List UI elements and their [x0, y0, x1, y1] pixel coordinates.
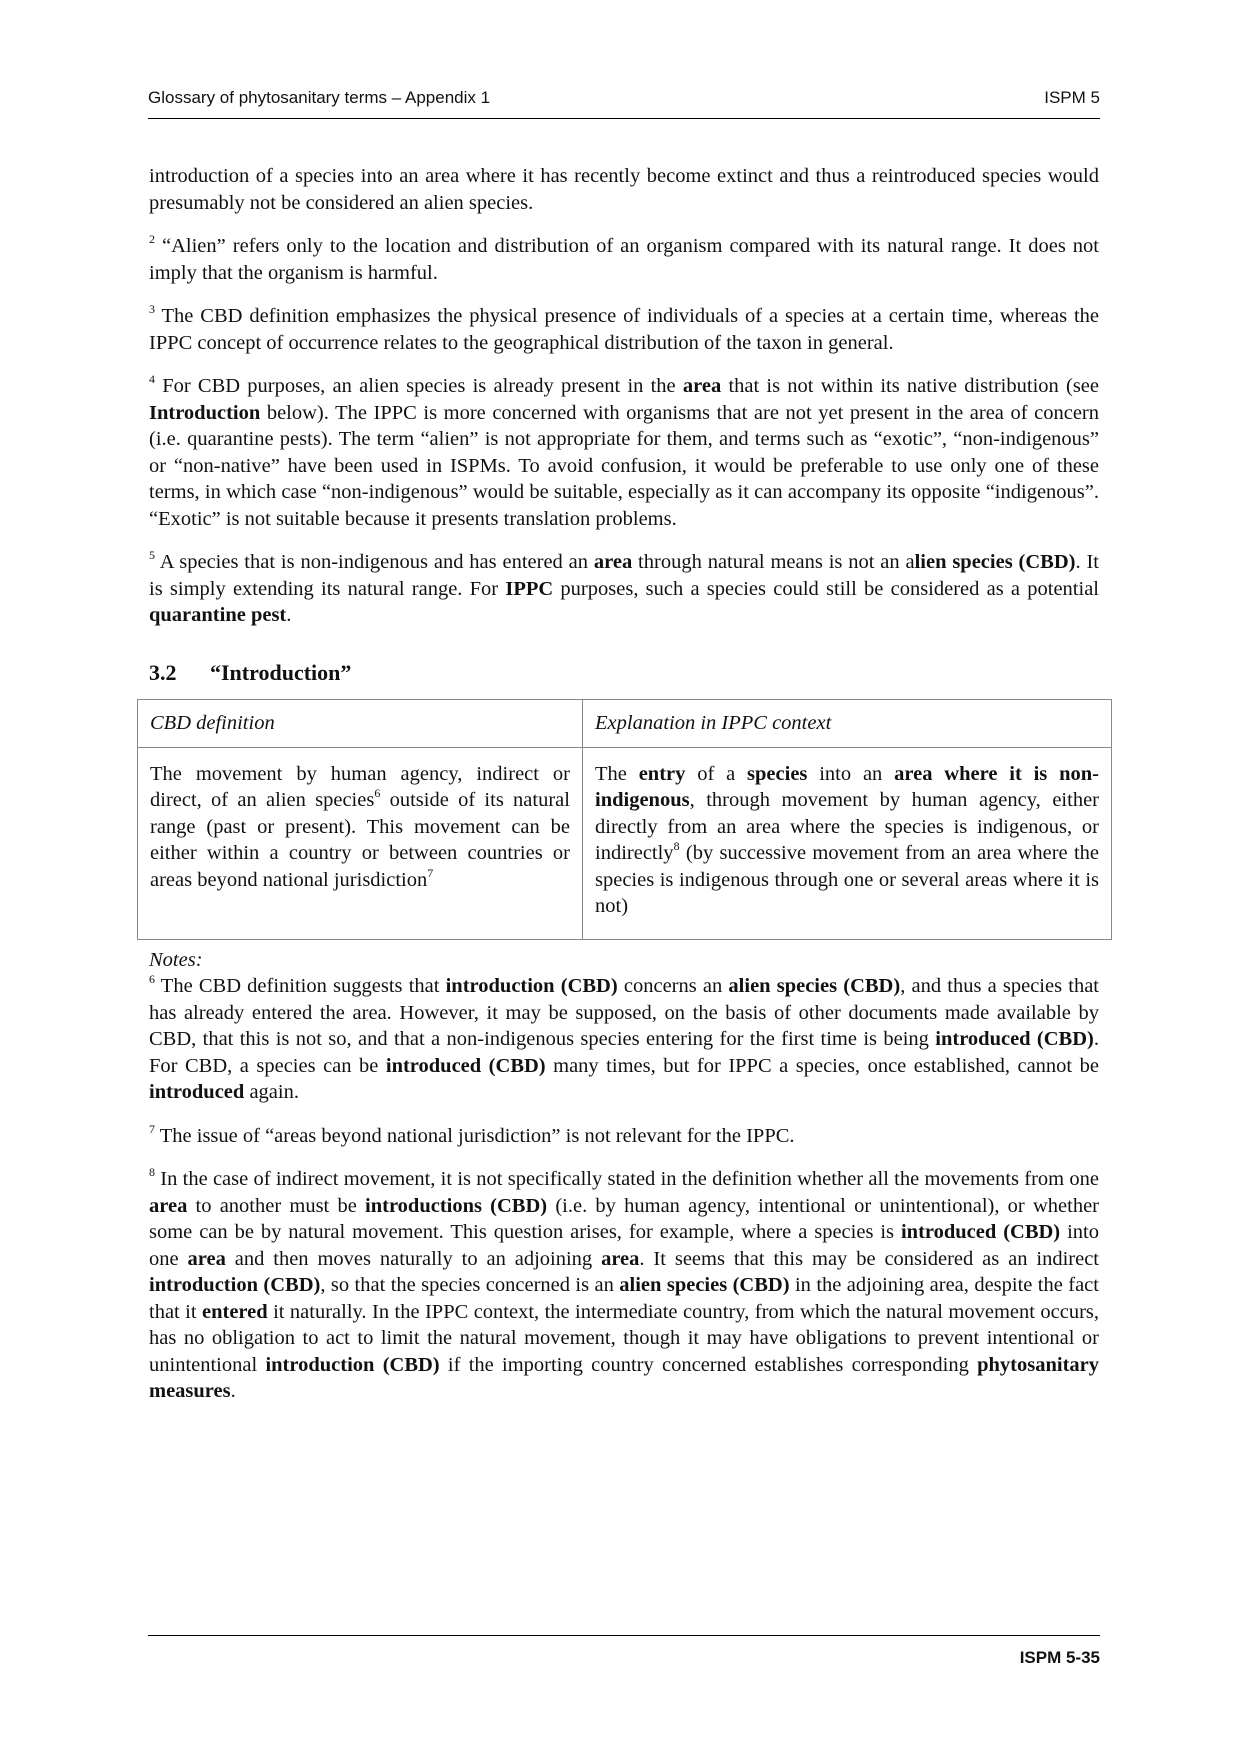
- term-bold: alien species (CBD): [728, 975, 901, 997]
- text-run: , through movement by human agency, either directly from an area where the species is indigenous, or indirectly: [595, 789, 1099, 864]
- text-run: . It is simply extending its natural range. For: [149, 551, 1099, 600]
- term-bold: area: [149, 1194, 188, 1217]
- term-bold: lien species (CBD): [914, 551, 1076, 573]
- footnote-ref: 7: [427, 865, 434, 880]
- footnote-ref: 8: [673, 839, 680, 854]
- note-6: [149, 973, 1099, 1106]
- table-header-row: [138, 700, 1112, 748]
- footnote-5: [149, 549, 1099, 629]
- term-bold: entered: [202, 1300, 268, 1323]
- term-bold: area where it is non-indigenous: [595, 762, 1099, 811]
- table-row: [138, 747, 1112, 939]
- header-rule: [148, 118, 1100, 119]
- text-run: The: [595, 762, 639, 785]
- text-run: it naturally. In the IPPC context, the intermediate country, from which the natural movement occurs, has no obligation to act to limit the natural movement, though it may have obligations to prevent intentional or unintentional: [149, 1300, 1099, 1376]
- footnote-ref: 6: [374, 786, 381, 801]
- footnote-3: [149, 303, 1099, 356]
- footnote-number: 2: [149, 232, 155, 247]
- term-bold: Introduction: [149, 401, 261, 424]
- text-run: if the importing country concerned establishes corresponding: [439, 1353, 978, 1376]
- term-bold: introduced (CBD): [385, 1054, 546, 1077]
- text-run: into an: [807, 762, 895, 785]
- footnote-2: [149, 233, 1099, 286]
- term-bold: area: [593, 551, 633, 573]
- term-bold: species: [747, 762, 808, 785]
- text-run: A species that is non-indigenous and has entered an: [155, 551, 594, 573]
- text-run: outside of its natural range (past or present). This movement can be either within a country or between countries or areas beyond national jurisdiction: [150, 789, 570, 891]
- text-run: The CBD definition suggests that: [155, 975, 446, 997]
- term-bold: introduction (CBD): [445, 975, 618, 997]
- text-run: .: [230, 1380, 236, 1402]
- footnote-number: 5: [149, 548, 155, 563]
- term-bold: IPPC: [505, 577, 554, 600]
- footnote-text: “Alien” refers only to the location and distribution of an organism compared with its natural range. It does not imply that the organism is harmful.: [149, 235, 1099, 284]
- header-standard: ISPM 5: [1044, 88, 1100, 107]
- term-bold: entry: [638, 762, 686, 785]
- text-run: of a: [685, 762, 748, 785]
- text-run: In the case of indirect movement, it is not specifically stated in the definition whether all the movements from one: [155, 1168, 1099, 1190]
- text-run: . It seems that this may be considered as an indirect: [639, 1247, 1099, 1270]
- notes-label: Notes:: [149, 948, 203, 971]
- column-header-ippc: Explanation in IPPC context: [583, 700, 1112, 748]
- definition-table: [137, 699, 1112, 940]
- section-title: “Introduction”: [210, 659, 352, 685]
- footnote-number: 7: [149, 1121, 155, 1136]
- document-body: [149, 163, 1099, 1422]
- term-bold: introduced (CBD): [900, 1221, 1061, 1243]
- header-title: Glossary of phytosanitary terms – Appendix 1: [148, 88, 491, 107]
- term-bold: introductions (CBD): [365, 1194, 548, 1217]
- text-run: through natural means is not an a: [632, 551, 915, 573]
- text-run: (i.e. by human agency, intentional or unintentional), or whether some can be by natural movement. This question arises, for example, where a species is: [149, 1194, 1099, 1243]
- term-bold: area: [601, 1247, 640, 1270]
- term-bold: area: [187, 1247, 226, 1270]
- text-run: in the adjoining area, despite the fact that it: [149, 1274, 1099, 1323]
- footnote-4: [149, 373, 1099, 532]
- running-header: [148, 88, 1100, 114]
- term-bold: phytosanitary measures: [149, 1353, 1099, 1402]
- text-run: , so that the species concerned is an: [320, 1274, 620, 1296]
- text-run: into one: [149, 1221, 1099, 1270]
- term-bold: area: [682, 375, 722, 397]
- footnote-text: The CBD definition emphasizes the physical presence of individuals of a species at a certain time, whereas the IPPC concept of occurrence relates to the geographical distribution of the taxon in general.: [149, 305, 1099, 354]
- text-run: , and thus a species that has already entered the area. However, it may be supposed, on the basis of other documents made available by CBD, that this is not so, and that a non-indigenous species entering for the first time is being: [149, 975, 1099, 1050]
- page-number: ISPM 5-35: [1019, 1648, 1100, 1667]
- footnote-number: 3: [149, 302, 155, 317]
- term-bold: introduction (CBD): [265, 1353, 440, 1376]
- paragraph-continuation: introduction of a species into an area where it has recently become extinct and thus a reintroduced species would presumably not be considered an alien species.: [149, 165, 1099, 214]
- footer-rule: [148, 1635, 1100, 1636]
- text-run: . For CBD, a species can be: [149, 1028, 1099, 1077]
- term-bold: alien species (CBD): [619, 1274, 790, 1296]
- term-bold: introduced: [149, 1081, 245, 1103]
- text-run: that is not within its native distribution (see: [721, 375, 1099, 397]
- text-run: and then moves naturally to an adjoining: [225, 1247, 602, 1270]
- section-number: 3.2: [149, 659, 177, 685]
- text-run: .: [286, 604, 292, 626]
- text-run: below). The IPPC is more concerned with organisms that are not yet present in the area of concern (i.e. quarantine pests). The term “alien” is not appropriate for them, and terms such as “exotic”, “non-indigenous” or “non-native” have been used in ISPMs. To avoid confusion, it would be preferable to use only one of these terms, in which case “non-indigenous” would be suitable, especially as it can accompany its opposite “indigenous”. “Exotic” is not suitable because it presents translation problems.: [149, 401, 1099, 530]
- cbd-definition-cell: [138, 747, 583, 939]
- term-bold: quarantine pest: [149, 604, 287, 626]
- text-run: concerns an: [617, 975, 729, 997]
- footnote-number: 4: [149, 372, 155, 387]
- footnote-number: 6: [149, 972, 155, 987]
- note-8: [149, 1166, 1099, 1405]
- column-header-cbd: CBD definition: [138, 700, 583, 748]
- note-7: [149, 1123, 1099, 1150]
- section-heading: [149, 660, 1099, 687]
- term-bold: introduced (CBD): [935, 1028, 1094, 1050]
- text-run: to another must be: [187, 1194, 366, 1217]
- text-run: For CBD purposes, an alien species is already present in the: [155, 375, 683, 397]
- text-run: purposes, such a species could still be considered as a potential: [553, 577, 1099, 600]
- footnote-text: The issue of “areas beyond national jurisdiction” is not relevant for the IPPC.: [155, 1124, 795, 1147]
- text-run: (by successive movement from an area where the species is indigenous through one or several areas where it is not): [595, 842, 1099, 917]
- ippc-explanation-cell: [583, 747, 1112, 939]
- text-run: The movement by human agency, indirect or direct, of an alien species: [150, 762, 570, 811]
- term-bold: introduction (CBD): [149, 1274, 321, 1296]
- footnote-number: 8: [149, 1165, 155, 1180]
- text-run: many times, but for IPPC a species, once established, cannot be: [545, 1054, 1099, 1077]
- text-run: again.: [244, 1081, 299, 1103]
